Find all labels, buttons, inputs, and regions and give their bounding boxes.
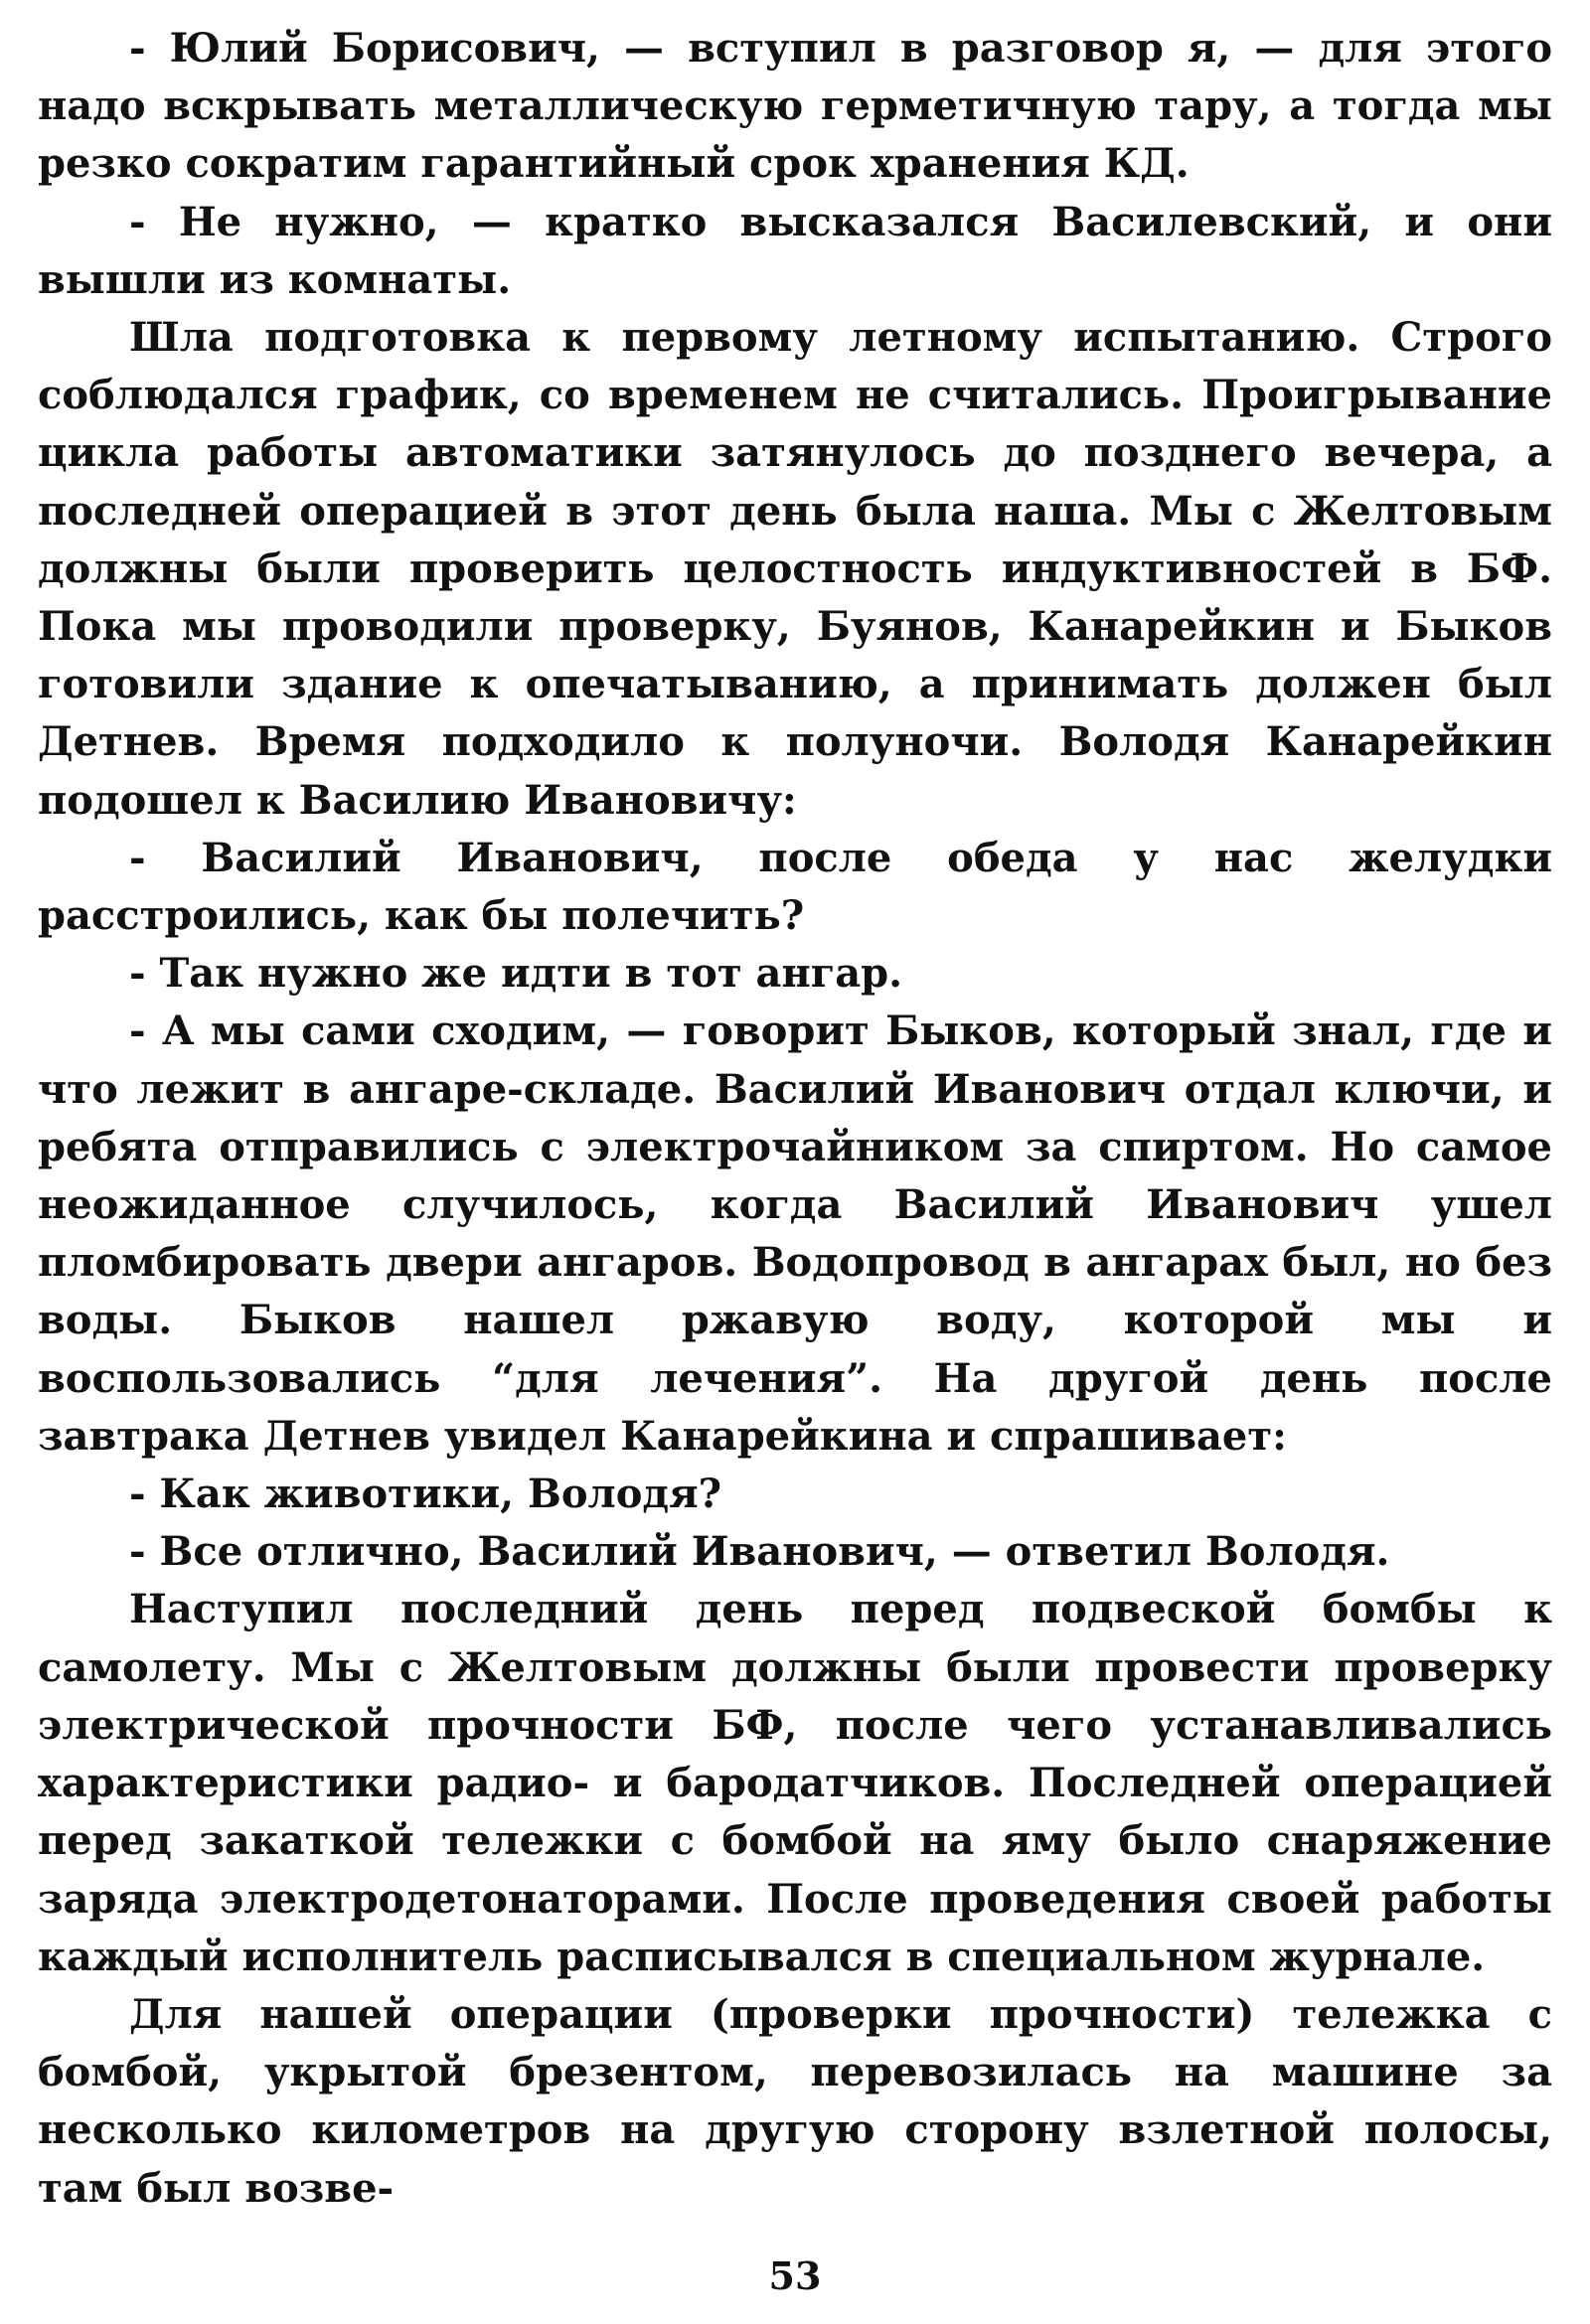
- paragraph-9: Наступил последний день перед подвеской бомбы к самолету. Мы с Желтовым должны были провести проверку электрической прочности БФ, после чего устанавливались характеристики радио- и бародатчиков. Последней операцией перед закаткой тележки с бомбой на яму было снаряжение заряда электродетонаторами. После проведения своей работы каждый исполнитель расписывался в специальном журнале.: [38, 1586, 1552, 1980]
- paragraph-6: - А мы сами сходим, — говорит Быков, который знал, где и что лежит в ангаре-складе. Василий Иванович отдал ключи, и ребята отправились с электрочайником за спиртом. Но самое неожиданное случилось, когда Василий Иванович ушел пломбировать двери ангаров. Водопровод в ангарах был, но без воды. Быков нашел ржавую воду, которой мы и воспользовались “для лечения”. На другой день после завтрака Детнев увидел Канарейкина и спрашивает:: [38, 1007, 1552, 1460]
- paragraph-4: - Василий Иванович, после обеда у нас желудки расстроились, как бы полечить?: [38, 834, 1552, 940]
- body-text: [38, 20, 1552, 2218]
- paragraph-1: - Юлий Борисович, — вступил в разговор я, — для этого надо вскрывать металлическую герметичную тару, а тогда мы резко сократим гарантийный срок хранения КД.: [38, 25, 1552, 188]
- paragraph-10: Для нашей операции (проверки прочности) тележка с бомбой, укрытой брезентом, перевозилась на машине за несколько километров на другую сторону взлетной полосы, там был возве-: [38, 1990, 1552, 2212]
- paragraph-7: - Как животики, Володя?: [129, 1471, 722, 1518]
- paragraph-2: - Не нужно, — кратко высказался Василевский, и они вышли из комнаты.: [38, 198, 1552, 303]
- paragraph-5: - Так нужно же идти в тот ангар.: [129, 950, 903, 998]
- paragraph-3: Шла подготовка к первому летному испытанию. Строго соблюдался график, со временем не считались. Проигрывание цикла работы автоматики затянулось до позднего вечера, а последней операцией в этот день была наша. Мы с Желтовым должны были проверить целостность индуктивностей в БФ. Пока мы проводили проверку, Буянов, Канарейкин и Быков готовили здание к опечатыванию, а принимать должен был Детнев. Время подходило к полуночи. Володя Канарейкин подошел к Василию Ивановичу:: [38, 314, 1552, 824]
- paragraph-8: - Все отлично, Василий Иванович, — ответил Володя.: [129, 1528, 1390, 1576]
- page-number: 53: [768, 2253, 822, 2298]
